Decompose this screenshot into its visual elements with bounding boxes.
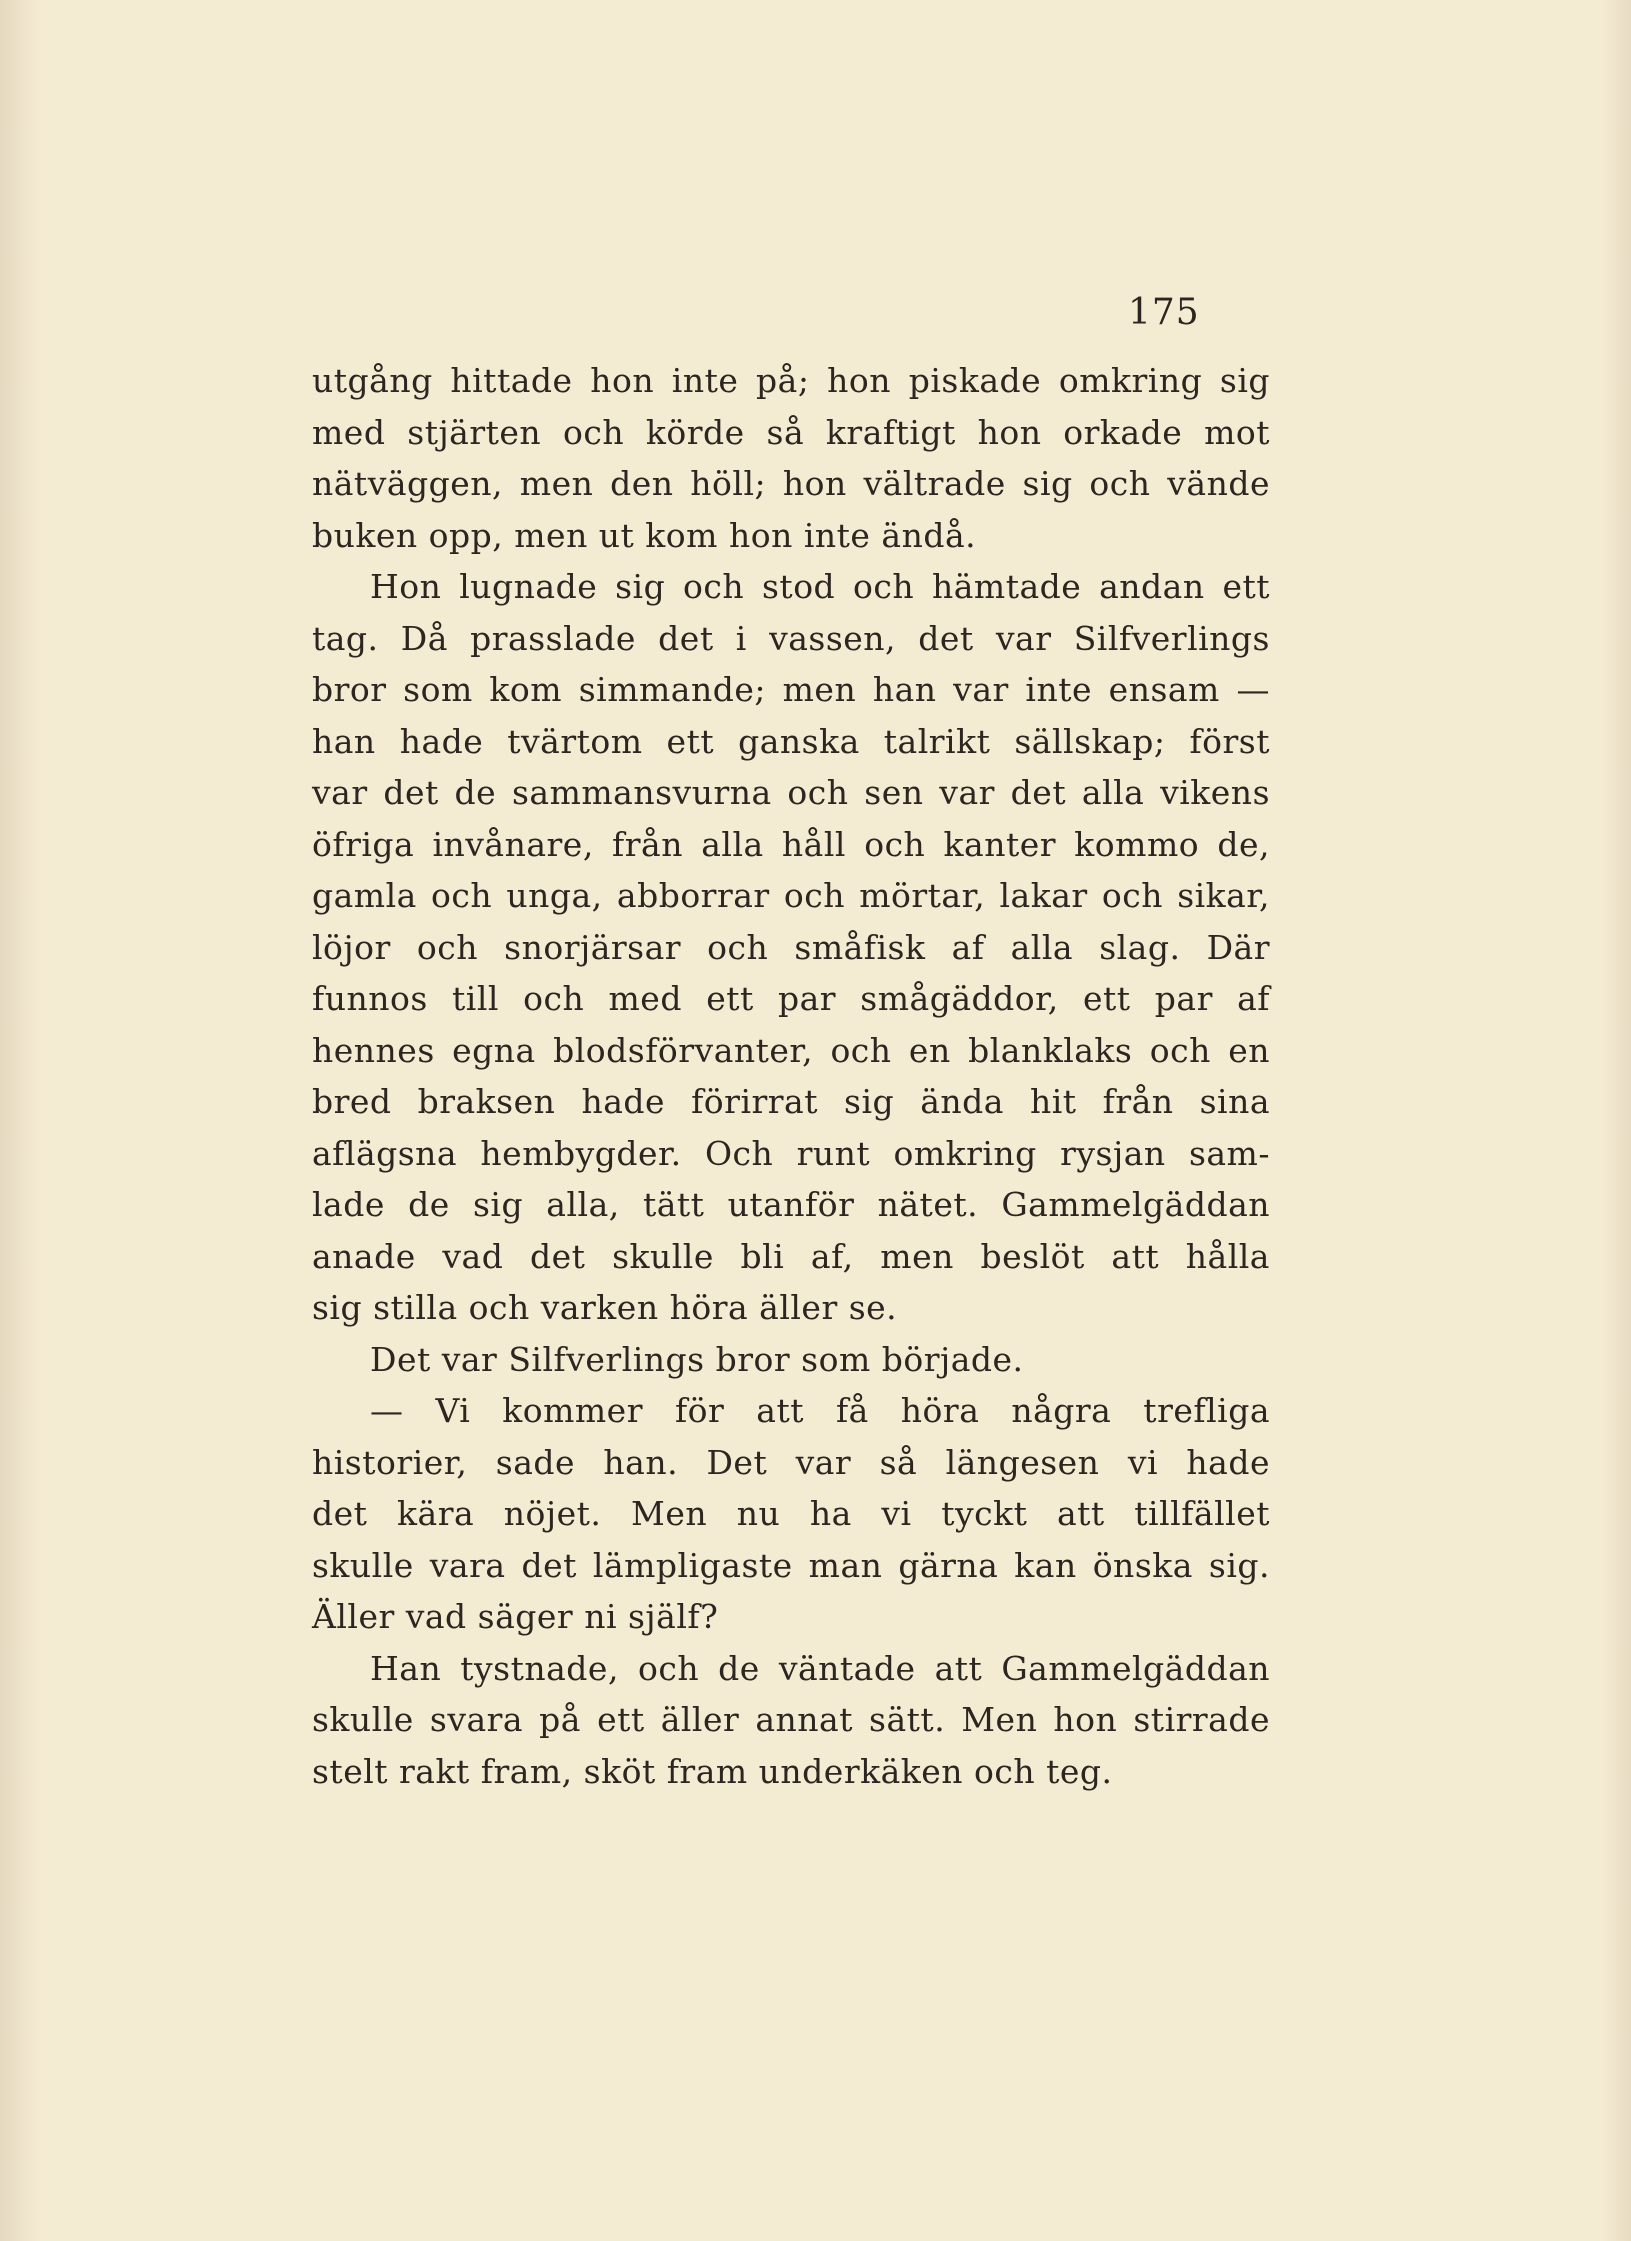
text-line: utgång hittade hon inte på; hon piskade omkring sig xyxy=(312,361,1270,400)
text-line: hennes egna blodsförvanter, och en blanklaks och en xyxy=(312,1030,1270,1070)
text-line: aflägsna hembygder. Och runt omkring rysjan sam- xyxy=(312,1133,1270,1173)
text-line: historier, sade han. Det var så längesen vi hade xyxy=(312,1442,1270,1482)
text-line: gamla och unga, abborrar och mörtar, lakar och sikar, xyxy=(312,876,1270,915)
text-line: Äller vad säger ni själf? xyxy=(312,1597,719,1636)
text-line: bror som kom simmande; men han var inte ensam — xyxy=(312,670,1270,709)
body-text xyxy=(312,355,1270,1797)
text-line: funnos till och med ett par smågäddor, ett par af xyxy=(312,979,1270,1018)
text-line: lade de sig alla, tätt utanför nätet. Gammelgäddan xyxy=(312,1185,1270,1224)
text-line: skulle svara på ett äller annat sätt. Men hon stirrade xyxy=(312,1700,1270,1739)
text-line: stelt rakt fram, sköt fram underkäken och teg. xyxy=(312,1751,1113,1791)
text-line: Han tystnade, och de väntade att Gammelgäddan xyxy=(370,1648,1270,1688)
text-line: det kära nöjet. Men nu ha vi tyckt att tillfället xyxy=(312,1494,1270,1533)
text-line: skulle vara det lämpligaste man gärna kan önska sig. xyxy=(312,1545,1270,1585)
text-line: nätväggen, men den höll; hon vältrade sig och vände xyxy=(312,464,1270,503)
page-number: 175 xyxy=(1128,292,1200,333)
text-line: buken opp, men ut kom hon inte ändå. xyxy=(312,515,977,555)
text-line: löjor och snorjärsar och småfisk af alla slag. Där xyxy=(312,927,1270,967)
text-line: bred braksen hade förirrat sig ända hit från sina xyxy=(312,1082,1270,1121)
text-line: tag. Då prasslade det i vassen, det var Silfverlings xyxy=(312,618,1270,658)
text-line: Hon lugnade sig och stod och hämtade andan ett xyxy=(370,567,1270,606)
text-line: öfriga invånare, från alla håll och kanter kommo de, xyxy=(312,824,1270,864)
text-line: med stjärten och körde så kraftigt hon orkade mot xyxy=(312,412,1270,452)
text-line: — Vi kommer för att få höra några trefliga xyxy=(370,1391,1270,1430)
text-line: sig stilla och varken höra äller se. xyxy=(312,1288,898,1327)
text-line: han hade tvärtom ett ganska talrikt sällskap; först xyxy=(312,721,1270,761)
text-line: anade vad det skulle bli af, men beslöt att hålla xyxy=(312,1236,1270,1276)
text-line: Det var Silfverlings bror som började. xyxy=(370,1339,1024,1379)
text-line: var det de sammansvurna och sen var det alla vikens xyxy=(312,773,1270,812)
